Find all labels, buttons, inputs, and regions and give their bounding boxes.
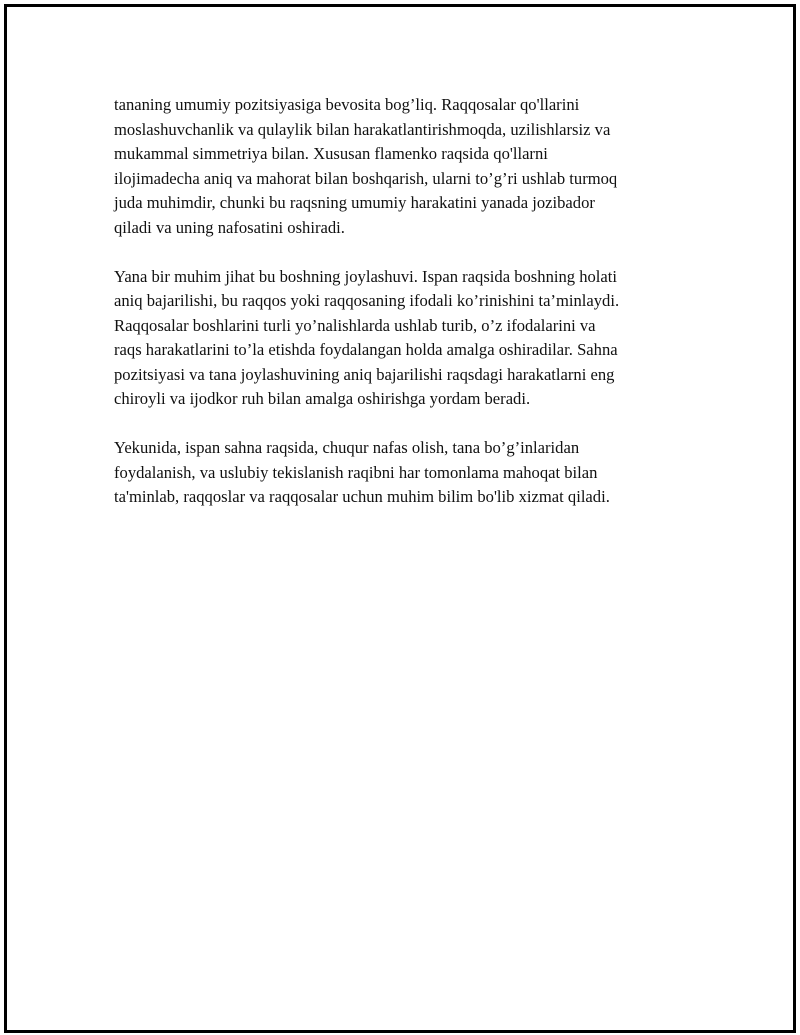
- text-line: aniq bajarilishi, bu raqqos yoki raqqosaning ifodali ko’rinishini ta’minlaydi.: [114, 291, 620, 310]
- text-line: chiroyli va ijodkor ruh bilan amalga oshirishga yordam beradi.: [114, 389, 531, 408]
- text-line: pozitsiyasi va tana joylashuvining aniq bajarilishi raqsdagi harakatlarni eng: [114, 364, 615, 384]
- paragraph-2: [114, 265, 714, 412]
- text-line: juda muhimdir, chunki bu raqsning umumiy harakatini yanada jozibador: [114, 193, 595, 212]
- text-line: raqs harakatlarini to’la etishda foydalangan holda amalga oshiradilar. Sahna: [114, 340, 618, 359]
- text-line: ta'minlab, raqqoslar va raqqosalar uchun muhim bilim bo'lib xizmat qiladi.: [114, 487, 610, 506]
- text-line: moslashuvchanlik va qulaylik bilan harakatlantirishmoqda, uzilishlarsiz va: [114, 119, 611, 139]
- paragraph-3: [114, 436, 714, 510]
- document-body: [114, 93, 714, 534]
- text-line: ilojimadecha aniq va mahorat bilan boshqarish, ularni to’g’ri ushlab turmoq: [114, 168, 618, 188]
- text-line: foydalanish, va uslubiy tekislanish raqibni har tomonlama mahoqat bilan: [114, 462, 598, 482]
- text-line: Raqqosalar boshlarini turli yo’nalishlarda ushlab turib, o’z ifodalarini va: [114, 315, 596, 335]
- text-line: Yekunida, ispan sahna raqsida, chuqur nafas olish, tana bo’g’inlaridan: [114, 438, 580, 457]
- paragraph-1: [114, 93, 714, 240]
- text-line: tananing umumiy pozitsiyasiga bevosita bog’liq. Raqqosalar qo'llarini: [114, 95, 580, 114]
- text-line: mukammal simmetriya bilan. Xususan flamenko raqsida qo'llarni: [114, 144, 548, 163]
- text-line: qiladi va uning nafosatini oshiradi.: [114, 217, 345, 237]
- text-line: Yana bir muhim jihat bu boshning joylashuvi. Ispan raqsida boshning holati: [114, 266, 618, 286]
